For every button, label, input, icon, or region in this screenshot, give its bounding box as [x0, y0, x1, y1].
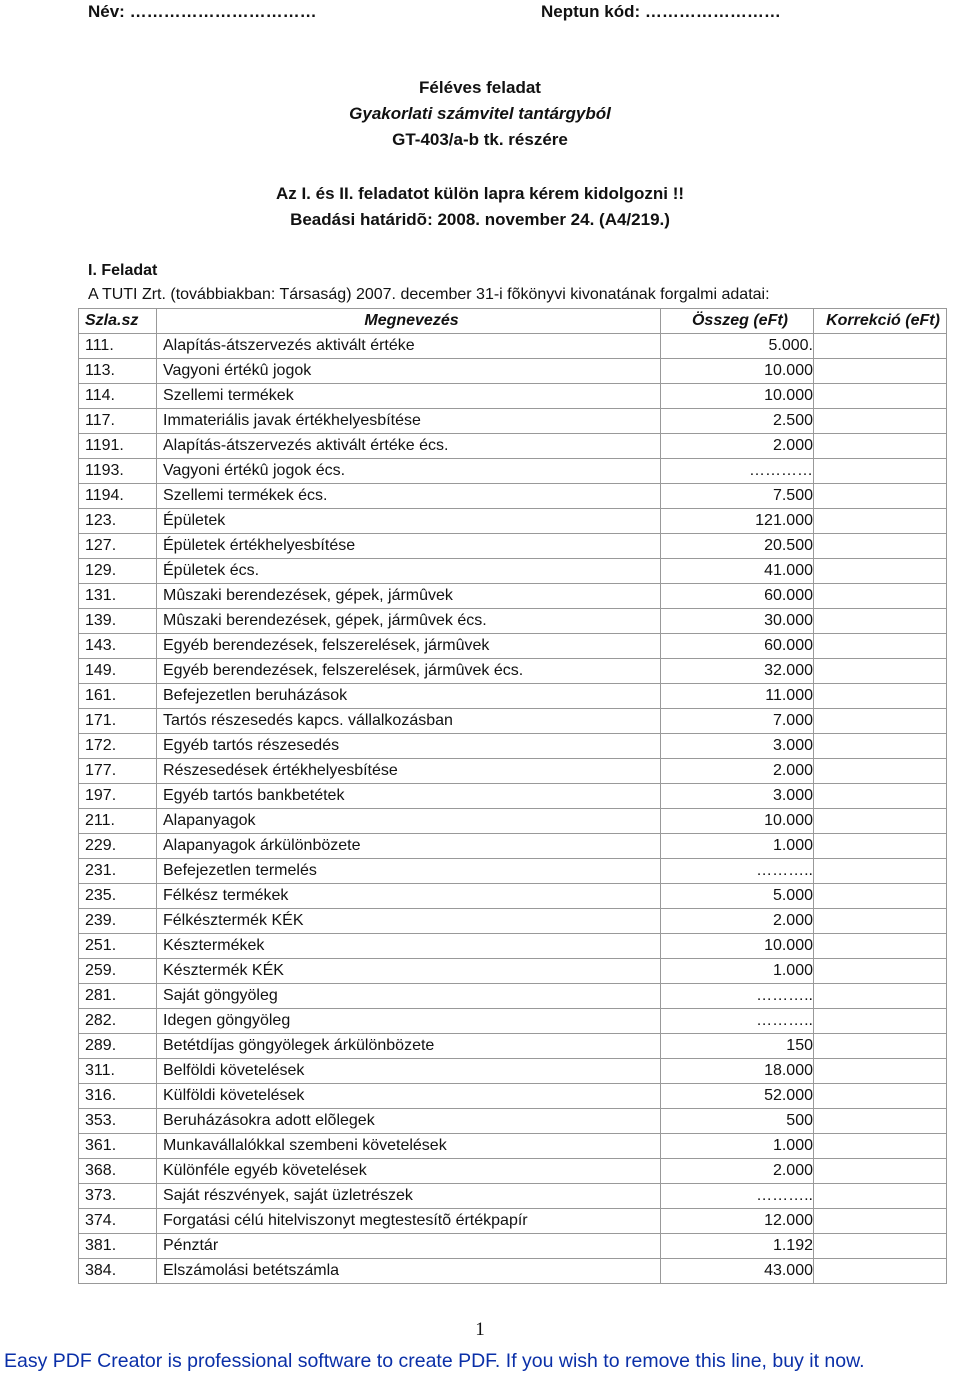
course-code: GT-403/a-b tk. részére [392, 130, 568, 149]
correction-cell[interactable] [814, 434, 947, 459]
table-row [79, 1009, 947, 1034]
account-cell: 384. [79, 1259, 157, 1284]
amount-cell: 2.000 [661, 759, 814, 784]
correction-cell[interactable] [814, 1184, 947, 1209]
correction-cell[interactable] [814, 1059, 947, 1084]
name-cell: Saját részvények, saját üzletrészek [157, 1184, 661, 1209]
table-row [79, 1084, 947, 1109]
account-cell: 373. [79, 1184, 157, 1209]
amount-cell: ……….. [661, 859, 814, 884]
name-cell: Egyéb tartós részesedés [157, 734, 661, 759]
name-cell: Részesedések értékhelyesbítése [157, 759, 661, 784]
account-cell: 239. [79, 909, 157, 934]
amount-cell: 1.000 [661, 1134, 814, 1159]
correction-cell[interactable] [814, 1034, 947, 1059]
name-cell: Egyéb tartós bankbetétek [157, 784, 661, 809]
table-row [79, 859, 947, 884]
name-cell: Vagyoni értékû jogok écs. [157, 459, 661, 484]
table-row [79, 584, 947, 609]
amount-cell: 60.000 [661, 634, 814, 659]
amount-cell: 500 [661, 1109, 814, 1134]
correction-cell[interactable] [814, 884, 947, 909]
correction-cell[interactable] [814, 1209, 947, 1234]
amount-cell: 10.000 [661, 384, 814, 409]
name-cell: Épületek [157, 509, 661, 534]
table-row [79, 709, 947, 734]
amount-cell: 10.000 [661, 934, 814, 959]
amount-cell: 1.000 [661, 834, 814, 859]
name-field-label: Név: …………………………… [88, 2, 317, 21]
table-row [79, 759, 947, 784]
table-row [79, 984, 947, 1009]
account-cell: 251. [79, 934, 157, 959]
section-intro: A TUTI Zrt. (továbbiakban: Társaság) 2007. december 31-i fõkönyvi kivonatának forgalmi adatai: [88, 286, 770, 303]
account-cell: 123. [79, 509, 157, 534]
name-cell: Vagyoni értékû jogok [157, 359, 661, 384]
table-row [79, 384, 947, 409]
account-cell: 235. [79, 884, 157, 909]
table-row [79, 884, 947, 909]
account-cell: 281. [79, 984, 157, 1009]
pdf-creator-footer: Easy PDF Creator is professional software to create PDF. If you wish to remove this line, buy it now. [4, 1350, 865, 1372]
correction-cell[interactable] [814, 409, 947, 434]
amount-cell: 2.000 [661, 1159, 814, 1184]
table-row [79, 334, 947, 359]
amount-cell: 2.000 [661, 909, 814, 934]
amount-cell: 150 [661, 1034, 814, 1059]
table-row [79, 1059, 947, 1084]
name-cell: Egyéb berendezések, felszerelések, jármûvek écs. [157, 659, 661, 684]
account-cell: 289. [79, 1034, 157, 1059]
table-row [79, 1109, 947, 1134]
amount-cell: 60.000 [661, 584, 814, 609]
name-cell: Alapítás-átszervezés aktivált értéke écs. [157, 434, 661, 459]
correction-cell[interactable] [814, 1134, 947, 1159]
correction-cell[interactable] [814, 1109, 947, 1134]
name-cell: Mûszaki berendezések, gépek, jármûvek écs. [157, 609, 661, 634]
correction-cell[interactable] [814, 909, 947, 934]
correction-cell[interactable] [814, 1009, 947, 1034]
correction-cell[interactable] [814, 609, 947, 634]
table-row [79, 1159, 947, 1184]
name-cell: Alapanyagok [157, 809, 661, 834]
account-cell: 1193. [79, 459, 157, 484]
table-row [79, 559, 947, 584]
correction-cell[interactable] [814, 534, 947, 559]
name-cell: Idegen göngyöleg [157, 1009, 661, 1034]
amount-cell: 10.000 [661, 359, 814, 384]
name-cell: Munkavállalókkal szembeni követelések [157, 1134, 661, 1159]
amount-cell: ……….. [661, 1009, 814, 1034]
account-cell: 113. [79, 359, 157, 384]
table-row [79, 1134, 947, 1159]
account-cell: 368. [79, 1159, 157, 1184]
amount-cell: 7.000 [661, 709, 814, 734]
name-cell: Elszámolási betétszámla [157, 1259, 661, 1284]
name-cell: Szellemi termékek écs. [157, 484, 661, 509]
name-cell: Immateriális javak értékhelyesbítése [157, 409, 661, 434]
correction-cell[interactable] [814, 359, 947, 384]
account-cell: 171. [79, 709, 157, 734]
name-cell: Befejezetlen termelés [157, 859, 661, 884]
amount-cell: ……….. [661, 1184, 814, 1209]
table-row [79, 784, 947, 809]
name-cell: Alapanyagok árkülönbözete [157, 834, 661, 859]
amount-cell: 43.000 [661, 1259, 814, 1284]
amount-cell: 5.000 [661, 884, 814, 909]
account-cell: 381. [79, 1234, 157, 1259]
correction-cell[interactable] [814, 484, 947, 509]
header-correction: Korrekció (eFt) [814, 309, 947, 334]
account-cell: 1191. [79, 434, 157, 459]
amount-cell: 41.000 [661, 559, 814, 584]
account-cell: 172. [79, 734, 157, 759]
account-cell: 177. [79, 759, 157, 784]
correction-cell[interactable] [814, 559, 947, 584]
neptun-code-label: Neptun kód: …………………… [541, 2, 781, 21]
account-cell: 139. [79, 609, 157, 634]
table-row [79, 909, 947, 934]
amount-cell: 1.192 [661, 1234, 814, 1259]
correction-cell[interactable] [814, 1084, 947, 1109]
instruction-note: Az I. és II. feladatot külön lapra kérem kidolgozni !! [275, 184, 685, 203]
account-cell: 143. [79, 634, 157, 659]
name-cell: Belföldi követelések [157, 1059, 661, 1084]
name-cell: Mûszaki berendezések, gépek, jármûvek [157, 584, 661, 609]
table-row [79, 1184, 947, 1209]
table-row [79, 534, 947, 559]
account-cell: 131. [79, 584, 157, 609]
amount-cell: 18.000 [661, 1059, 814, 1084]
name-cell: Félkésztermék KÉK [157, 909, 661, 934]
header-amount: Összeg (eFt) [661, 309, 814, 334]
header-account: Szla.sz [79, 309, 157, 334]
name-cell: Beruházásokra adott elõlegek [157, 1109, 661, 1134]
amount-cell: 121.000 [661, 509, 814, 534]
amount-cell: 32.000 [661, 659, 814, 684]
amount-cell: 5.000. [661, 334, 814, 359]
account-cell: 316. [79, 1084, 157, 1109]
correction-cell[interactable] [814, 934, 947, 959]
correction-cell[interactable] [814, 734, 947, 759]
amount-cell: 7.500 [661, 484, 814, 509]
amount-cell: 12.000 [661, 1209, 814, 1234]
table-row [79, 434, 947, 459]
account-cell: 353. [79, 1109, 157, 1134]
name-cell: Különféle egyéb követelések [157, 1159, 661, 1184]
account-cell: 311. [79, 1059, 157, 1084]
amount-cell: ………… [661, 459, 814, 484]
table-row [79, 1259, 947, 1284]
amount-cell: 3.000 [661, 734, 814, 759]
table-row [79, 834, 947, 859]
name-cell: Épületek értékhelyesbítése [157, 534, 661, 559]
amount-cell: 3.000 [661, 784, 814, 809]
name-cell: Forgatási célú hitelviszonyt megtestesítõ értékpapír [157, 1209, 661, 1234]
correction-cell[interactable] [814, 459, 947, 484]
amount-cell: 2.000 [661, 434, 814, 459]
table-row [79, 409, 947, 434]
correction-cell[interactable] [814, 384, 947, 409]
header-name: Megnevezés [157, 309, 661, 334]
account-cell: 211. [79, 809, 157, 834]
account-cell: 127. [79, 534, 157, 559]
account-cell: 117. [79, 409, 157, 434]
table-row [79, 934, 947, 959]
amount-cell: 30.000 [661, 609, 814, 634]
name-cell: Külföldi követelések [157, 1084, 661, 1109]
account-cell: 197. [79, 784, 157, 809]
name-cell: Pénztár [157, 1234, 661, 1259]
correction-cell[interactable] [814, 634, 947, 659]
table-row [79, 734, 947, 759]
correction-cell[interactable] [814, 509, 947, 534]
correction-cell[interactable] [814, 984, 947, 1009]
table-row [79, 484, 947, 509]
name-cell: Egyéb berendezések, felszerelések, jármûvek [157, 634, 661, 659]
name-cell: Késztermékek [157, 934, 661, 959]
table-row [79, 634, 947, 659]
account-cell: 114. [79, 384, 157, 409]
account-cell: 129. [79, 559, 157, 584]
amount-cell: 20.500 [661, 534, 814, 559]
table-row [79, 1234, 947, 1259]
account-cell: 149. [79, 659, 157, 684]
document-title: Féléves feladat [419, 78, 541, 97]
amount-cell: ……….. [661, 984, 814, 1009]
correction-cell[interactable] [814, 759, 947, 784]
correction-cell[interactable] [814, 684, 947, 709]
correction-cell[interactable] [814, 1159, 947, 1184]
name-cell: Alapítás-átszervezés aktivált értéke [157, 334, 661, 359]
table-row [79, 809, 947, 834]
table-row [79, 609, 947, 634]
correction-cell[interactable] [814, 1234, 947, 1259]
account-cell: 231. [79, 859, 157, 884]
ledger-body [79, 334, 947, 1284]
correction-cell[interactable] [814, 584, 947, 609]
table-row [79, 509, 947, 534]
correction-cell[interactable] [814, 709, 947, 734]
table-row [79, 359, 947, 384]
table-row [79, 684, 947, 709]
table-row [79, 659, 947, 684]
correction-cell[interactable] [814, 959, 947, 984]
section-heading: I. Feladat [88, 262, 158, 279]
amount-cell: 11.000 [661, 684, 814, 709]
amount-cell: 10.000 [661, 809, 814, 834]
table-row [79, 1034, 947, 1059]
account-cell: 161. [79, 684, 157, 709]
correction-cell[interactable] [814, 784, 947, 809]
name-cell: Félkész termékek [157, 884, 661, 909]
amount-cell: 1.000 [661, 959, 814, 984]
deadline-note: Beadási határidõ: 2008. november 24. (A4/219.) [290, 210, 670, 229]
amount-cell: 52.000 [661, 1084, 814, 1109]
name-cell: Saját göngyöleg [157, 984, 661, 1009]
document-subtitle: Gyakorlati számvitel tantárgyból [349, 104, 611, 123]
account-cell: 282. [79, 1009, 157, 1034]
account-cell: 361. [79, 1134, 157, 1159]
correction-cell[interactable] [814, 859, 947, 884]
table-row [79, 1209, 947, 1234]
name-cell: Tartós részesedés kapcs. vállalkozásban [157, 709, 661, 734]
table-header-row [79, 309, 947, 334]
account-cell: 111. [79, 334, 157, 359]
name-cell: Épületek écs. [157, 559, 661, 584]
table-row [79, 459, 947, 484]
correction-cell[interactable] [814, 659, 947, 684]
account-cell: 259. [79, 959, 157, 984]
name-cell: Szellemi termékek [157, 384, 661, 409]
account-cell: 1194. [79, 484, 157, 509]
name-cell: Befejezetlen beruházások [157, 684, 661, 709]
account-cell: 229. [79, 834, 157, 859]
account-cell: 374. [79, 1209, 157, 1234]
correction-cell[interactable] [814, 809, 947, 834]
correction-cell[interactable] [814, 334, 947, 359]
name-cell: Betétdíjas göngyölegek árkülönbözete [157, 1034, 661, 1059]
table-row [79, 959, 947, 984]
amount-cell: 2.500 [661, 409, 814, 434]
ledger-table [78, 308, 947, 1284]
correction-cell[interactable] [814, 1259, 947, 1284]
page-number: 1 [475, 1319, 485, 1340]
name-cell: Késztermék KÉK [157, 959, 661, 984]
correction-cell[interactable] [814, 834, 947, 859]
